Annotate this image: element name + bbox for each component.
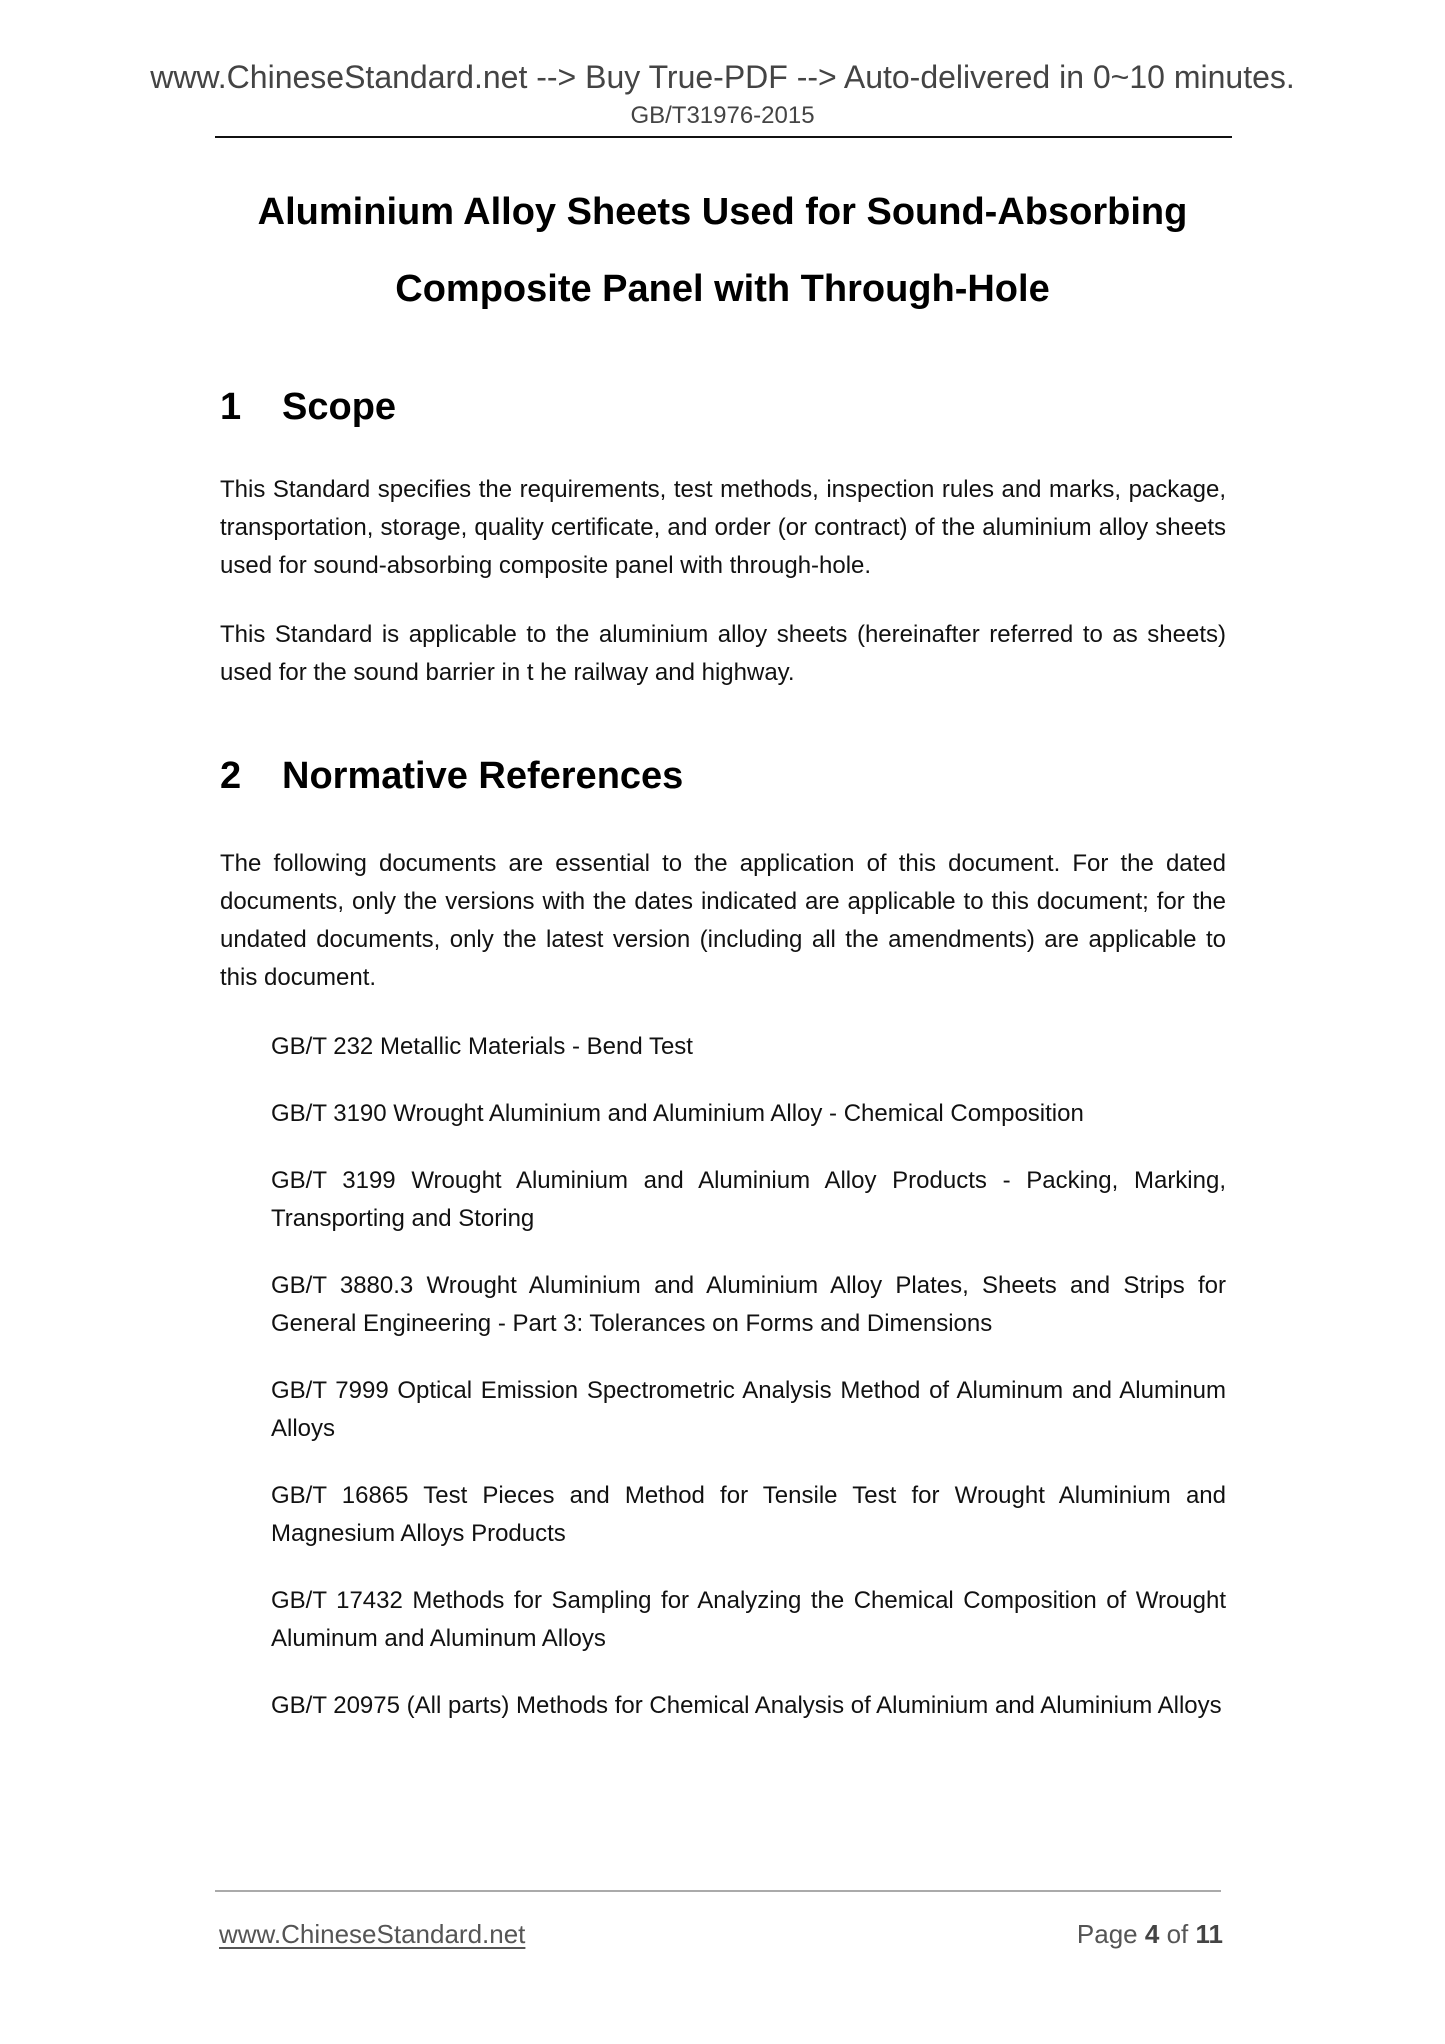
reference-item: GB/T 20975 (All parts) Methods for Chemical Analysis of Aluminium and Aluminium Alloys <box>271 1692 1222 1719</box>
section-heading-scope <box>220 385 396 429</box>
reference-item: GB/T 3199 Wrought Aluminium and Aluminium Alloy Products - Packing, Marking, Transporting and Storing <box>271 1167 1226 1232</box>
page-indicator <box>1077 1918 1223 1950</box>
reference-item: GB/T 3880.3 Wrought Aluminium and Aluminium Alloy Plates, Sheets and Strips for General Engineering - Part 3: Tolerances on Forms and Dimensions <box>271 1272 1226 1337</box>
reference-item: GB/T 232 Metallic Materials - Bend Test <box>271 1033 693 1060</box>
page-current: 4 <box>1144 1919 1160 1949</box>
reference-list <box>271 1028 1226 1754</box>
footer-divider <box>215 1890 1221 1892</box>
scope-paragraph-1: This Standard specifies the requirements, test methods, inspection rules and marks, package, transportation, storage, quality certificate, and order (or contract) of the aluminium alloy sheets used for sound-absorbing composite panel with through-hole. <box>220 476 1226 579</box>
document-title-line-1: Aluminium Alloy Sheets Used for Sound-Absorbing <box>257 191 1188 233</box>
reference-item: GB/T 3190 Wrought Aluminium and Aluminium Alloy - Chemical Composition <box>271 1100 1084 1127</box>
section-title: Scope <box>282 386 397 428</box>
section-title: Normative References <box>282 755 684 797</box>
section-number: 2 <box>220 755 242 797</box>
scope-paragraph-2: This Standard is applicable to the aluminium alloy sheets (hereinafter referred to as sheets) used for the sound barrier in t he railway and highway. <box>220 621 1226 686</box>
header-divider <box>215 136 1232 138</box>
document-title-line-2: Composite Panel with Through-Hole <box>395 268 1050 310</box>
reference-item: GB/T 17432 Methods for Sampling for Analyzing the Chemical Composition of Wrought Aluminum and Aluminum Alloys <box>271 1587 1226 1652</box>
footer-website-link[interactable]: www.ChineseStandard.net <box>219 1919 526 1949</box>
header-banner: www.ChineseStandard.net --> Buy True-PDF --> Auto-delivered in 0~10 minutes. <box>150 59 1295 95</box>
page-prefix: Page <box>1076 1919 1138 1949</box>
section-heading-normative-references <box>220 754 683 798</box>
reference-item: GB/T 16865 Test Pieces and Method for Tensile Test for Wrought Aluminium and Magnesium Alloys Products <box>271 1482 1226 1547</box>
section-number: 1 <box>220 386 242 428</box>
page-total: 11 <box>1195 1919 1223 1949</box>
page-of: of <box>1166 1919 1189 1949</box>
header-doc-code: GB/T31976-2015 <box>630 102 815 129</box>
reference-item: GB/T 7999 Optical Emission Spectrometric Analysis Method of Aluminum and Aluminum Alloys <box>271 1377 1226 1442</box>
normative-references-intro: The following documents are essential to the application of this document. For the dated documents, only the versions with the dates indicated are applicable to this document; for the undated documents, only the latest version (including all the amendments) are applicable to this document. <box>220 850 1226 991</box>
